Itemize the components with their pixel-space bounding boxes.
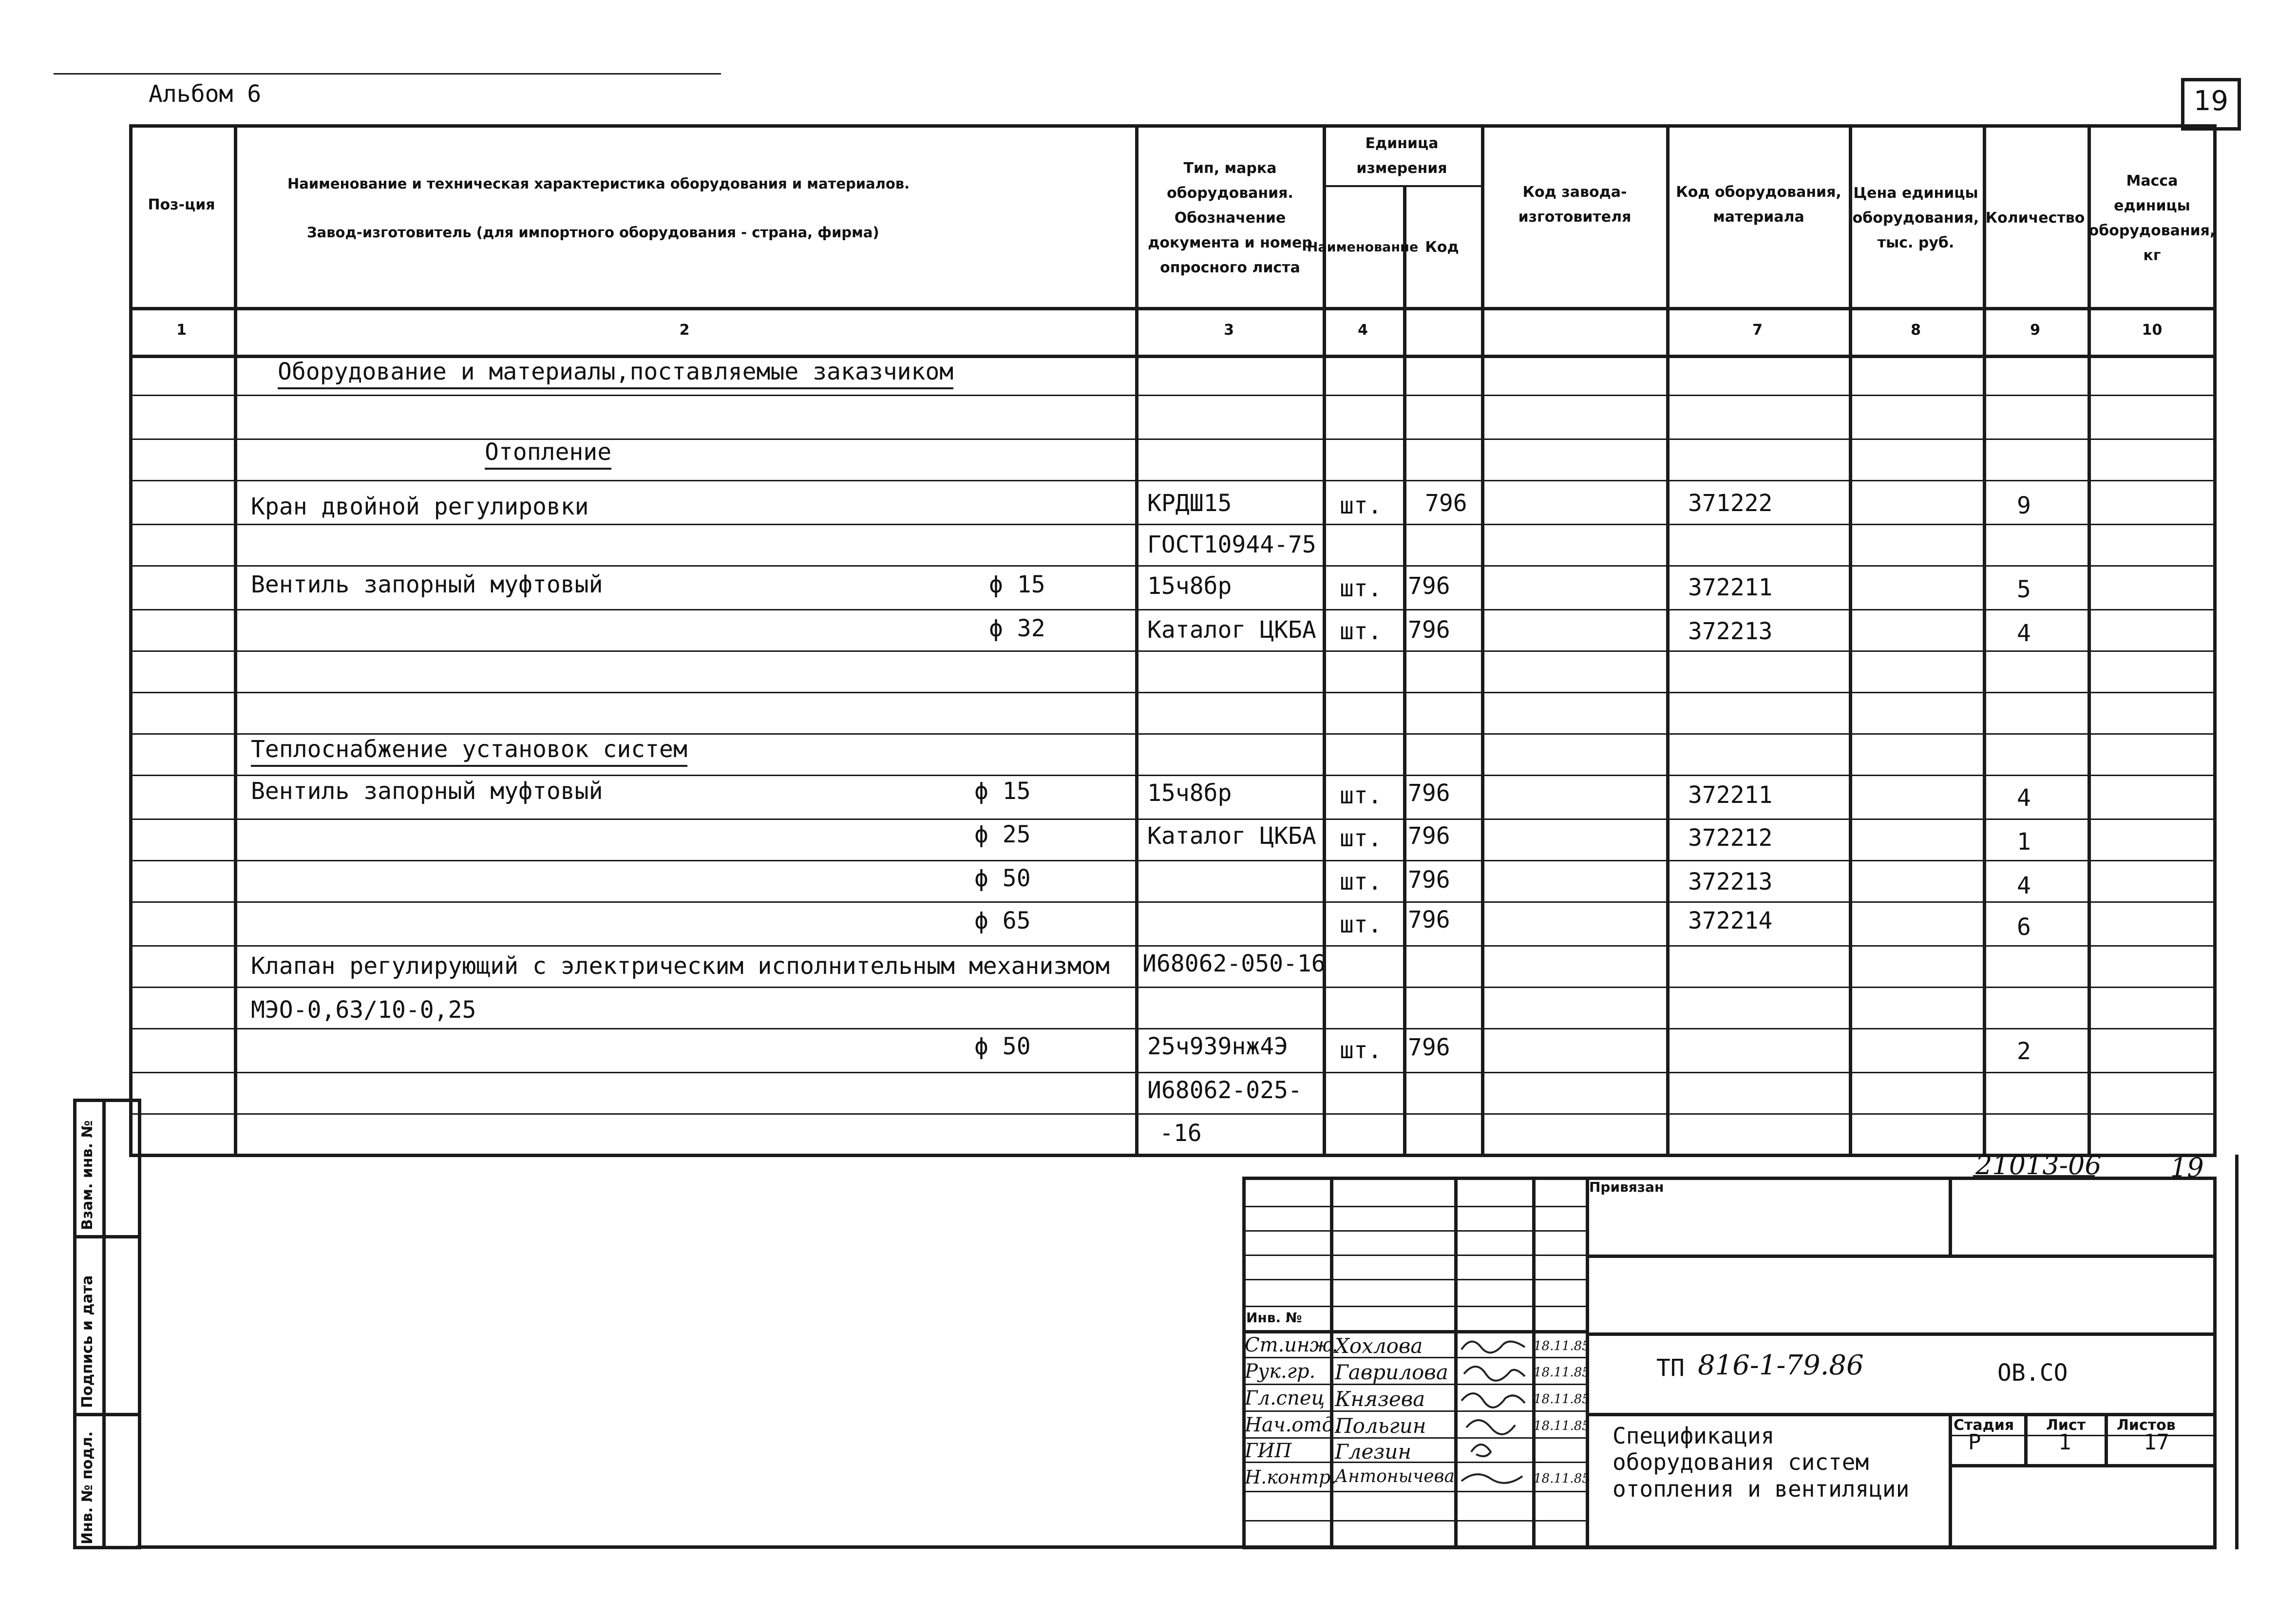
- sig-name: Хохлова: [1335, 1334, 1423, 1358]
- tb-right-vline: [1949, 1413, 1952, 1549]
- signature-scribbles: [1457, 1332, 1530, 1493]
- album-label: Альбом 6: [149, 80, 262, 108]
- row-line: [129, 733, 2217, 735]
- row-type: И68062-050-16: [1142, 950, 1326, 977]
- hdr-mass: Масса единицы оборудования, кг: [2088, 172, 2216, 264]
- side-strip-divider: [102, 1099, 106, 1549]
- tb-stage-vline: [2024, 1413, 2028, 1464]
- sig-role: Гл.спец: [1245, 1387, 1325, 1409]
- row-material-code: 372213: [1688, 868, 1773, 895]
- row-line: [129, 565, 2217, 567]
- sheet-label: Лист: [2046, 1417, 2086, 1434]
- row-unit: шт.: [1340, 782, 1382, 809]
- row-code: 796: [1408, 1034, 1450, 1061]
- row-name: Клапан регулирующий с электрическим исполнительным механизмом: [251, 952, 1110, 980]
- col-line-1: [234, 124, 237, 1157]
- doc-mark: ОВ.СО: [1997, 1359, 2068, 1387]
- sig-date: 18.11.85: [1534, 1471, 1590, 1486]
- sig-date: 18.11.85: [1534, 1365, 1590, 1380]
- sig-name: Глезин: [1335, 1440, 1412, 1464]
- subsection-heating: Отопление: [485, 438, 611, 470]
- row-diameter: ϕ 50: [974, 1033, 1031, 1060]
- tb-right-vline: [1949, 1177, 1952, 1255]
- doc-code-prefix: ТП: [1656, 1354, 1685, 1382]
- row-material-code: 372211: [1688, 574, 1773, 601]
- row-line: [129, 609, 2217, 610]
- hdr-factory-code: Код завода-изготовителя: [1518, 184, 1632, 226]
- row-type: 25ч939нж4Э: [1147, 1033, 1288, 1060]
- tb-right-hline: [1586, 1255, 2217, 1258]
- row-code: 796: [1408, 822, 1450, 850]
- row-type: 15ч8бр: [1147, 780, 1232, 807]
- row-qty: 1: [2017, 828, 2031, 856]
- row-line: [129, 901, 2217, 903]
- hdr-quantity: Количество: [1985, 209, 2085, 227]
- row-code: 796: [1408, 780, 1450, 807]
- unit-group-line: [1323, 185, 1481, 187]
- row-material-code: 372211: [1688, 781, 1773, 809]
- row-type: Каталог ЦКБА: [1147, 822, 1316, 850]
- col-line-3: [1323, 124, 1326, 1157]
- row-line: [129, 1113, 2217, 1115]
- side-strip-line1: [73, 1235, 141, 1238]
- tb-hline: [1242, 1520, 1586, 1522]
- row-line: [129, 775, 2217, 776]
- colnum-2: 2: [679, 322, 690, 339]
- row-line: [129, 818, 2217, 820]
- tb-right-hline: [1586, 1413, 2217, 1416]
- sig-role: ГИП: [1245, 1440, 1292, 1462]
- tb-stage-vline: [2105, 1413, 2108, 1464]
- col-line-5: [1481, 124, 1484, 1157]
- row-unit: шт.: [1340, 575, 1382, 602]
- doc-number-handwritten: 21013-06: [1975, 1150, 2102, 1180]
- colnum-10: 10: [2142, 322, 2163, 339]
- page-number: 19: [2193, 85, 2229, 117]
- hdr-material-code: Код оборудования, материала: [1676, 184, 1841, 226]
- row-unit: шт.: [1340, 618, 1382, 645]
- tb-stage-hline: [1949, 1464, 2217, 1467]
- row-type: -16: [1159, 1120, 1202, 1147]
- row-line: [129, 395, 2217, 396]
- row-name: Вентиль запорный муфтовый: [251, 571, 603, 598]
- row-line: [129, 524, 2217, 525]
- row-qty: 4: [2017, 784, 2031, 812]
- row-code: 796: [1408, 866, 1450, 894]
- stage-value: Р: [1968, 1430, 1981, 1455]
- colnum-3: 3: [1224, 322, 1234, 339]
- side-strip-line2: [73, 1413, 141, 1416]
- tb-hline: [1242, 1306, 1586, 1307]
- header-divider: [129, 307, 2217, 310]
- tb-hline: [1242, 1462, 1586, 1463]
- tb-vline: [1532, 1177, 1536, 1549]
- hdr-type: Тип, марка оборудования. Обозначение документа и номер опросного листа: [1148, 160, 1312, 276]
- right-frame-line: [2235, 1155, 2239, 1549]
- hdr-price: Цена единицы оборудования, тыс. руб.: [1852, 185, 1979, 251]
- row-code: 796: [1408, 572, 1450, 600]
- row-diameter: ϕ 32: [989, 615, 1045, 642]
- sig-date: 18.11.85: [1534, 1339, 1590, 1353]
- tb-right-hline: [1586, 1332, 2217, 1336]
- row-line: [129, 1072, 2217, 1073]
- row-material-code: 372214: [1688, 907, 1773, 934]
- row-qty: 5: [2017, 576, 2031, 603]
- row-diameter: ϕ 15: [989, 571, 1045, 598]
- hdr-unit-name: Наименование: [1307, 239, 1419, 255]
- row-diameter: ϕ 25: [974, 821, 1031, 848]
- row-line: [129, 987, 2217, 988]
- row-unit: шт.: [1340, 911, 1382, 938]
- tb-hline: [1242, 1206, 1586, 1207]
- sheet-handwritten: 19: [2170, 1152, 2204, 1183]
- row-type: ГОСТ10944-75: [1147, 531, 1316, 558]
- privyazan-label: Привязан: [1589, 1179, 1664, 1195]
- row-material-code: 372212: [1688, 824, 1773, 852]
- doc-title: Спецификация оборудования систем отопления и вентиляции: [1613, 1423, 1910, 1502]
- tb-hline: [1242, 1491, 1586, 1492]
- row-type: КРДШ15: [1147, 490, 1232, 517]
- row-name: Вентиль запорный муфтовый: [251, 778, 603, 805]
- row-line: [129, 438, 2217, 440]
- row-qty: 4: [2017, 872, 2031, 899]
- tb-vline: [1330, 1177, 1333, 1549]
- colnum-divider: [129, 355, 2217, 358]
- row-type: 15ч8бр: [1147, 572, 1232, 600]
- row-diameter: ϕ 65: [974, 907, 1031, 934]
- hdr-unit-group: Единица измерения: [1356, 135, 1447, 177]
- colnum-7: 7: [1752, 322, 1763, 339]
- sig-date: 18.11.85: [1534, 1392, 1590, 1407]
- sheets-value: 17: [2144, 1430, 2169, 1455]
- row-code: 796: [1408, 906, 1450, 933]
- colnum-4: 4: [1358, 322, 1368, 339]
- row-qty: 2: [2017, 1038, 2031, 1065]
- sig-name: Князева: [1335, 1387, 1425, 1411]
- row-line: [129, 945, 2217, 947]
- hdr-position: Поз-ция: [148, 196, 215, 213]
- sig-role: Нач.отд.: [1245, 1414, 1341, 1436]
- colnum-8: 8: [1911, 322, 1921, 339]
- col-line-4: [1403, 185, 1406, 1157]
- tb-vline: [1586, 1177, 1589, 1549]
- row-unit: шт.: [1340, 868, 1382, 895]
- row-type: Каталог ЦКБА: [1147, 616, 1316, 644]
- sig-name: Антонычева: [1335, 1466, 1455, 1486]
- row-qty: 6: [2017, 913, 2031, 941]
- tb-hline: [1242, 1279, 1586, 1280]
- row-qty: 9: [2017, 492, 2031, 519]
- row-material-code: 372213: [1688, 618, 1773, 645]
- colnum-1: 1: [176, 322, 187, 339]
- row-line: [129, 860, 2217, 861]
- row-line: [129, 480, 2217, 481]
- sig-role: Н.контр.: [1245, 1466, 1337, 1488]
- sheet-value: 1: [2058, 1430, 2071, 1455]
- row-unit: шт.: [1340, 825, 1382, 852]
- hdr-name-line1: Наименование и техническая характеристика оборудования и материалов.: [287, 175, 910, 192]
- tb-hline: [1242, 1230, 1586, 1232]
- row-material-code: 371222: [1688, 490, 1773, 517]
- row-name: Кран двойной регулировки: [251, 493, 589, 520]
- tb-hline: [1242, 1255, 1586, 1256]
- row-name: МЭО-0,63/10-0,25: [251, 996, 476, 1024]
- row-unit: шт.: [1340, 1037, 1382, 1064]
- doc-code: 816-1-79.86: [1698, 1350, 1864, 1381]
- stage-label: Стадия: [1954, 1417, 2014, 1434]
- row-code: 796: [1425, 490, 1467, 517]
- top-edge-line: [54, 73, 721, 75]
- row-line: [129, 692, 2217, 693]
- inv-label: Инв. №: [1246, 1310, 1302, 1326]
- side-label-podpis: Подпись и дата: [79, 1275, 96, 1408]
- row-line: [129, 1028, 2217, 1029]
- row-line: [129, 650, 2217, 652]
- section-title: Оборудование и материалы,поставляемые заказчиком: [278, 358, 953, 389]
- sig-name: Польгин: [1335, 1414, 1426, 1438]
- side-label-vzam: Взам. инв. №: [79, 1120, 96, 1230]
- row-code: 796: [1408, 616, 1450, 644]
- sheets-label: Листов: [2117, 1417, 2176, 1434]
- subsection-heat-supply: Теплоснабжение установок систем: [251, 736, 687, 767]
- hdr-name-line2: Завод-изготовитель (для импортного оборудования - страна, фирма): [307, 224, 879, 241]
- tb-hline: [1242, 1330, 1586, 1333]
- row-qty: 4: [2017, 620, 2031, 647]
- side-label-inv-podl: Инв. № подл.: [79, 1431, 96, 1544]
- sig-date: 18.11.85: [1534, 1419, 1590, 1433]
- row-diameter: ϕ 15: [974, 778, 1031, 805]
- sig-name: Гаврилова: [1335, 1360, 1448, 1384]
- sig-role: Рук.гр.: [1245, 1360, 1316, 1383]
- col-line-2: [1135, 124, 1139, 1157]
- col-line-6: [1666, 124, 1670, 1157]
- sig-role: Ст.инж.: [1245, 1334, 1338, 1356]
- row-diameter: ϕ 50: [974, 865, 1031, 892]
- colnum-9: 9: [2030, 322, 2040, 339]
- row-unit: шт.: [1340, 492, 1382, 519]
- row-type: И68062-025-: [1147, 1077, 1302, 1104]
- tb-stage-hline: [1949, 1435, 2217, 1436]
- hdr-unit-code: Код: [1425, 239, 1459, 256]
